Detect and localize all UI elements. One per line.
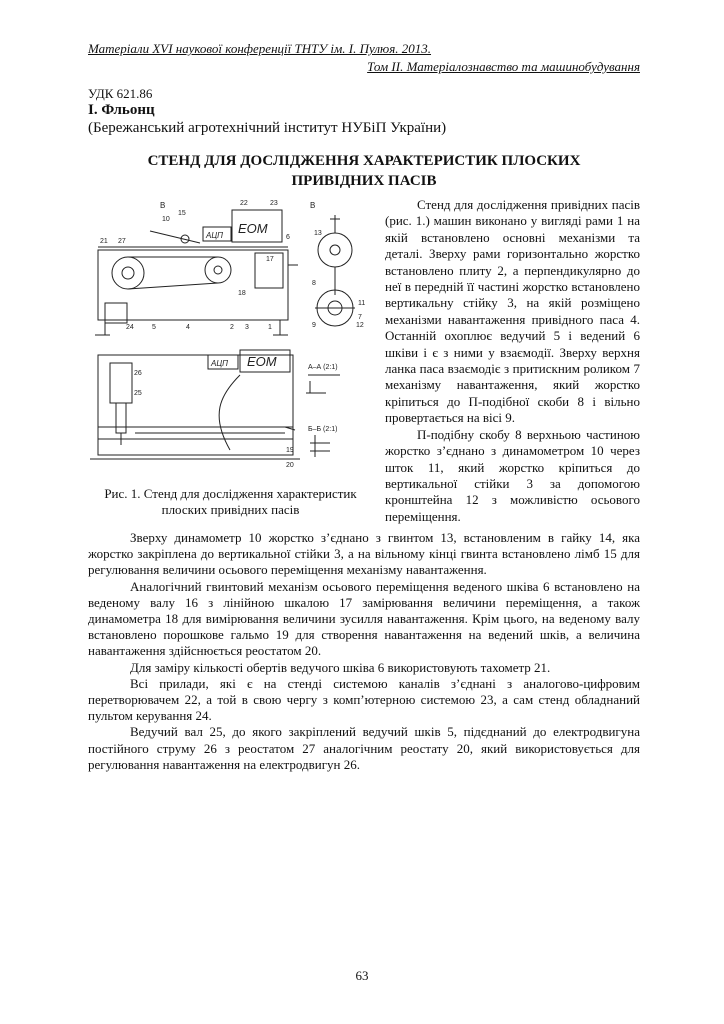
label-1: 1 [268, 324, 272, 331]
figure-1 [90, 195, 370, 485]
adc-label: АЦП [206, 231, 223, 240]
label-6: 6 [286, 234, 290, 241]
label-12: 12 [356, 322, 364, 329]
test-stand-drawing [90, 195, 370, 485]
label-13: 13 [314, 230, 322, 237]
paragraph: Для заміру кількості обертів ведучого шківа 6 використовують тахометр 21. [130, 659, 551, 675]
author-name: І. Фльонц [88, 102, 155, 118]
right-column-text [385, 197, 640, 525]
label-26: 26 [134, 370, 142, 377]
label-2: 2 [230, 324, 234, 331]
label-18: 18 [238, 290, 246, 297]
label-11: 11 [358, 300, 366, 307]
figure-caption: Рис. 1. Стенд для дослідження характеристик плоских привідних пасів [104, 486, 357, 517]
author-affiliation: (Бережанський агротехнічний інститут НУБіП України) [88, 120, 447, 136]
label-21: 21 [100, 238, 108, 245]
body-text [88, 530, 640, 773]
label-15: 15 [178, 210, 186, 217]
udk-code: УДК 621.86 [88, 86, 153, 101]
title-line-1: СТЕНД ДЛЯ ДОСЛІДЖЕННЯ ХАРАКТЕРИСТИК ПЛОСКИХ [147, 153, 581, 169]
section-aa-label: А–А (2:1) [308, 364, 338, 371]
label-23: 23 [270, 200, 278, 207]
paragraph: Зверху динамометр 10 жорстко з’єднано з гвинтом 13, встановленим в гайку 14, яка жорстко закріплена до вертикальної стійки 3, а на вільному кінці гвинта встановлено лімб 15 для регулювання величини осьового переміщення механізму навантаження. [88, 530, 640, 578]
label-10: 10 [162, 216, 170, 223]
paragraph: Ведучий вал 25, до якого закріплений ведучий шків 5, підєднаний до електродвигуна постійного струму 26 з реостатом 27 аналогічним реостату 20, який використовується для регулювання навантаження на електродвигун 26. [88, 724, 640, 772]
label-9: 9 [312, 322, 316, 329]
title-line-2: ПРИВІДНИХ ПАСІВ [291, 173, 437, 189]
paragraph: П-подібну скобу 8 верхньою частиною жорстко з’єднано з динамометром 10 через шток 11, який жорстко кріпиться до вертикальної стійки 3 за допомогою кронштейна 12 з можливістю осьового переміщення. [385, 426, 640, 524]
paragraph: Аналогічний гвинтовий механізм осьового переміщення веденого шківа 6 встановлено на веденому валу 16 з лінійною шкалою 17 замірювання величини переміщення, а також динамометра 18 для вимірювання величини зусилля навантаження. Крім цього, на веденому валу встановлено порошкове гальмо 19 для створення навантаження на ведений шків, а величина навантаження здійснюється реостатом 20. [88, 578, 640, 659]
label-25: 25 [134, 390, 142, 397]
paper-title [88, 151, 640, 191]
label-7: 7 [358, 314, 362, 321]
adc-label-top: АЦП [211, 359, 228, 368]
label-5: 5 [152, 324, 156, 331]
label-17: 17 [266, 256, 274, 263]
dynamometer-dial [318, 233, 352, 267]
label-22: 22 [240, 200, 248, 207]
computer-label: ЕОМ [238, 221, 268, 236]
label-27: 27 [118, 238, 126, 245]
running-header-line2: Том ІІ. Матеріалознавство та машинобудування [367, 59, 640, 74]
label-3: 3 [245, 324, 249, 331]
label-8: 8 [312, 280, 316, 287]
frame-top-view [98, 355, 293, 455]
view-label-v-side: В [310, 201, 316, 210]
section-bb-label: Б–Б (2:1) [308, 426, 338, 433]
label-20: 20 [286, 462, 294, 469]
driven-pulley [205, 257, 231, 283]
running-header-line1: Матеріали XVІ наукової конференції ТНТУ ім. І. Пулюя. 2013. [88, 41, 432, 56]
view-label-v: В [160, 201, 166, 210]
label-19: 19 [286, 447, 294, 454]
label-24: 24 [126, 324, 134, 331]
label-4: 4 [186, 324, 190, 331]
electric-motor [110, 363, 132, 403]
paragraph: Стенд для дослідження привідних пасів (рис. 1.) машин виконано у вигляді рами 1 на якій встановлено основні механізми та деталі. Зверху рами горизонтально жорстко встановлено плиту 2, а перпендикулярно до неї в передній її частині жорстко встановлено вертикальну стійку 3, на якій розміщено механізми навантаження привідного паса 4. Останній охоплює ведучий 5 і ведений 6 шківи і є з ними у взаємодії. Зверху верхня ланка паса взаємодіє з притискним роликом 7 механізму навантаження, який жорстко кріпиться до П-подібної скоби 8 і вільно провертається на вісі 9. [385, 197, 640, 426]
drive-pulley [112, 257, 144, 289]
computer-label-top: ЕОМ [247, 354, 277, 369]
paragraph: Всі прилади, які є на стенді системою каналів з’єднані з аналогово-цифровим перетворювачем 22, а той в свою чергу з комп’ютерною системою 23, а сам стенд обладнаний пультом керування 24. [88, 675, 640, 724]
page-number: 63 [355, 968, 369, 983]
